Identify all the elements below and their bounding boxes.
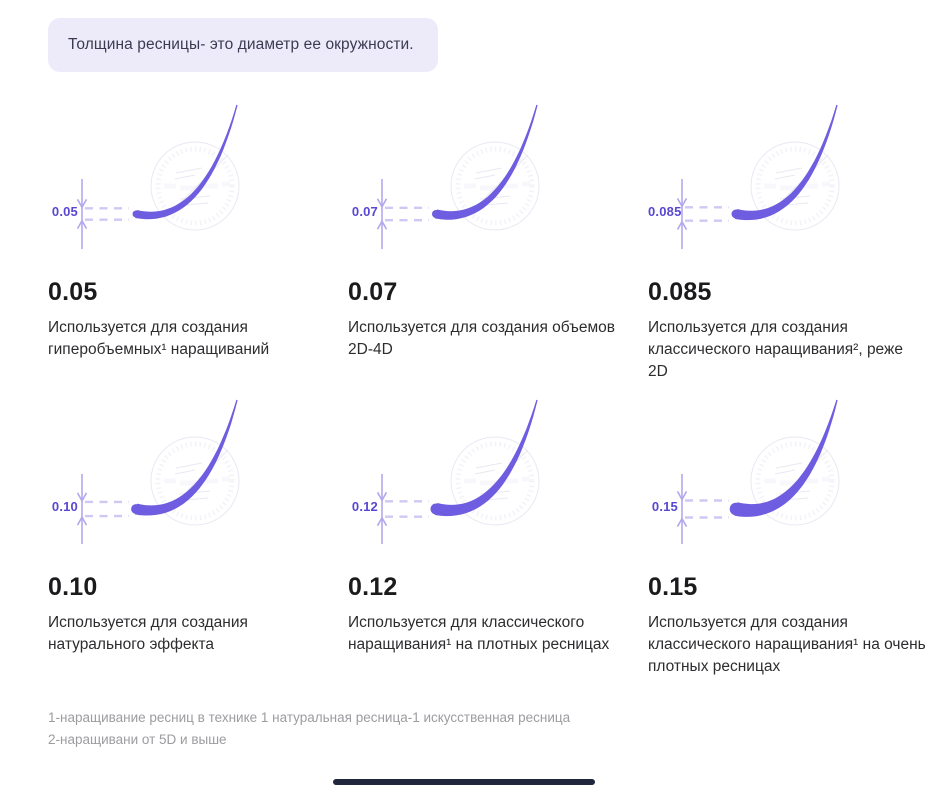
thickness-dashed-lines — [385, 501, 429, 516]
measurement-label: 0.15 — [651, 499, 678, 514]
dimension-indicator — [678, 474, 687, 544]
thickness-dashed-lines — [685, 501, 729, 518]
thickness-value: 0.10 — [48, 573, 98, 601]
dimension-indicator — [78, 179, 87, 249]
thickness-dashed-lines — [385, 208, 429, 220]
lash-curve — [135, 105, 237, 219]
thickness-dashed-lines — [685, 207, 729, 220]
thickness-value: 0.15 — [648, 573, 698, 601]
thickness-description: Используется для создания классического наращивания², реже 2D — [648, 319, 903, 380]
lash-illustration — [48, 390, 308, 555]
lash-curve — [135, 400, 238, 516]
thickness-value: 0.085 — [648, 278, 712, 306]
thickness-panel — [48, 390, 328, 680]
thickness-description: Используется для классического наращивания¹ на плотных ресницах — [348, 614, 610, 653]
measurement-label: 0.07 — [351, 204, 378, 219]
thickness-panel — [348, 390, 628, 680]
footnote-line: 1-наращивание ресниц в технике 1 натуральная ресница-1 искусственная ресница — [48, 710, 571, 725]
header-note-text: Толщина ресницы- это диаметр ее окружности. — [68, 36, 414, 53]
thickness-panel — [648, 95, 927, 385]
thickness-description: Используется для создания гиперобъемных¹ наращиваний — [48, 319, 270, 358]
thickness-description: Используется для создания классического наращивания¹ на очень плотных ресницах — [648, 614, 926, 675]
measurement-label: 0.085 — [648, 204, 682, 219]
footnotes — [48, 707, 688, 750]
home-indicator-bar — [333, 779, 595, 785]
measurement-label: 0.12 — [351, 499, 378, 514]
lash-illustration — [348, 95, 608, 260]
thickness-value: 0.12 — [348, 573, 398, 601]
measurement-label: 0.10 — [51, 499, 78, 514]
lash-illustration — [48, 95, 308, 260]
lash-illustration — [648, 95, 908, 260]
lash-curve — [735, 400, 838, 517]
dimension-indicator — [78, 474, 87, 544]
thickness-dashed-lines — [85, 208, 129, 219]
thickness-panel — [48, 95, 328, 385]
thickness-description: Используется для создания объемов 2D-4D — [348, 319, 615, 358]
measurement-label: 0.05 — [51, 204, 78, 219]
thickness-panel — [348, 95, 628, 385]
footnote-line: 2-наращивани от 5D и выше — [48, 731, 227, 747]
lash-illustration — [348, 390, 608, 555]
lash-curve — [435, 400, 538, 516]
lash-illustration — [648, 390, 908, 555]
lash-curve — [435, 105, 537, 220]
dimension-indicator — [378, 474, 387, 544]
lash-curve — [735, 105, 838, 220]
thickness-panel — [648, 390, 927, 680]
thickness-value: 0.05 — [48, 278, 98, 306]
thickness-description: Используется для создания натурального эффекта — [48, 614, 248, 653]
header-note-pill — [48, 18, 438, 72]
thickness-dashed-lines — [85, 502, 129, 516]
dimension-indicator — [378, 179, 387, 249]
thickness-value: 0.07 — [348, 278, 398, 306]
